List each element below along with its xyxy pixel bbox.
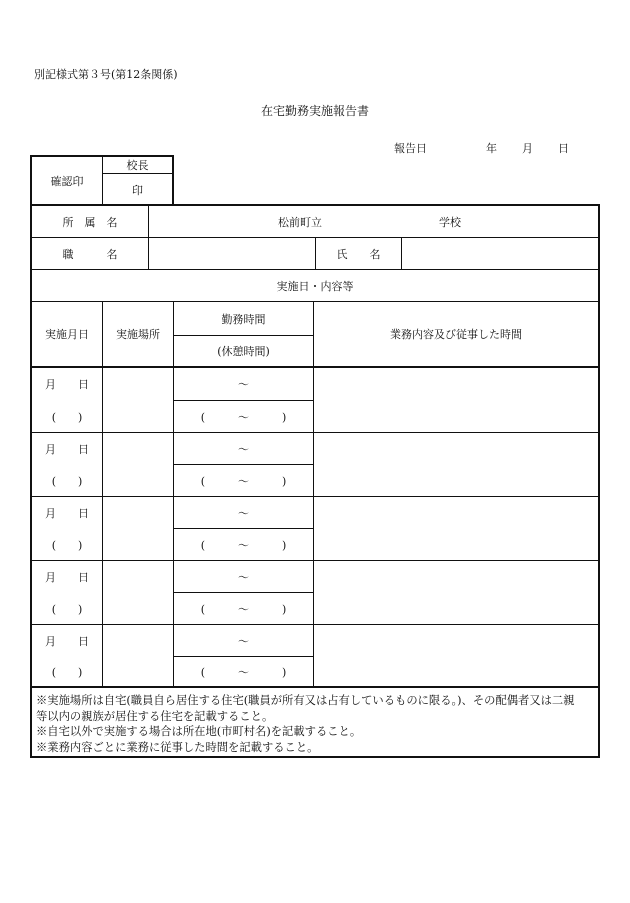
name-field[interactable] [403,240,597,267]
row-weekday[interactable]: ( ) [51,538,83,552]
section-title: 実施日・内容等 [276,279,354,293]
row-content-field[interactable] [314,433,598,496]
header-work-content: 業務内容及び従事した時間 [390,328,522,341]
header-place: 実施場所 [116,328,160,341]
report-date-label: 報告日 [394,142,427,155]
row-work-hours[interactable]: 〜 [238,506,249,520]
note-line: ※業務内容ごとに業務に従事した時間を記載すること。 [36,740,319,754]
seal-field[interactable]: 印 [132,183,143,197]
row-content-field[interactable] [314,368,598,432]
row-content-field[interactable] [314,561,598,624]
row-break-time[interactable]: ( 〜 ) [200,474,287,488]
notes-section [36,693,596,755]
header-date: 実施月日 [45,328,89,341]
row-content-field[interactable] [314,497,598,560]
row-date[interactable]: 月 日 [45,506,89,520]
document-title: 在宅勤務実施報告書 [260,104,369,118]
row-weekday[interactable]: ( ) [51,602,83,616]
report-date-year: 年 [486,142,497,155]
approval-label: 確認印 [50,175,84,188]
row-place-field[interactable] [103,497,173,560]
row-date[interactable]: 月 日 [45,378,89,391]
row-work-hours[interactable]: 〜 [238,570,249,584]
row-work-hours[interactable]: 〜 [238,378,249,391]
school-name-field[interactable] [340,210,426,234]
report-date-day: 日 [558,142,569,155]
affiliation-label: 所 属 名 [62,215,118,229]
row-content-field[interactable] [314,625,598,686]
row-date[interactable]: 月 日 [45,634,89,648]
row-break-time[interactable]: ( 〜 ) [200,410,287,424]
note-line: 等以内の親族が居住する住宅を記載すること。 [36,709,274,723]
row-place-field[interactable] [103,433,173,496]
row-break-time[interactable]: ( 〜 ) [200,665,287,679]
affiliation-school-label: 学校 [439,215,461,229]
row-work-hours[interactable]: 〜 [238,634,249,648]
row-date[interactable]: 月 日 [45,570,89,584]
form-number-label: 別記様式第３号(第12条関係) [34,68,178,81]
row-place-field[interactable] [103,368,173,432]
header-break-time: (休憩時間) [217,345,270,358]
name-label: 氏 名 [336,247,381,261]
row-weekday[interactable]: ( ) [51,665,83,679]
row-break-time[interactable]: ( 〜 ) [200,602,287,616]
affiliation-town: 松前町立 [278,215,322,229]
row-weekday[interactable]: ( ) [51,410,83,424]
position-label: 職 名 [62,247,118,261]
row-place-field[interactable] [103,561,173,624]
header-work-hours: 勤務時間 [221,312,266,326]
report-date-month: 月 [522,142,533,155]
row-break-time[interactable]: ( 〜 ) [200,538,287,552]
row-work-hours[interactable]: 〜 [238,442,249,456]
row-place-field[interactable] [103,625,173,686]
position-field[interactable] [150,240,314,267]
row-date[interactable]: 月 日 [45,442,89,456]
principal-label: 校長 [126,159,149,172]
note-line: ※実施場所は自宅(職員自ら居住する住宅(職員が所有又は占有しているものに限る。)、その配偶者又は二親 [36,694,575,707]
row-weekday[interactable]: ( ) [51,474,83,488]
note-line: ※自宅以外で実施する場合は所在地(市町村名)を記載すること。 [36,725,362,738]
